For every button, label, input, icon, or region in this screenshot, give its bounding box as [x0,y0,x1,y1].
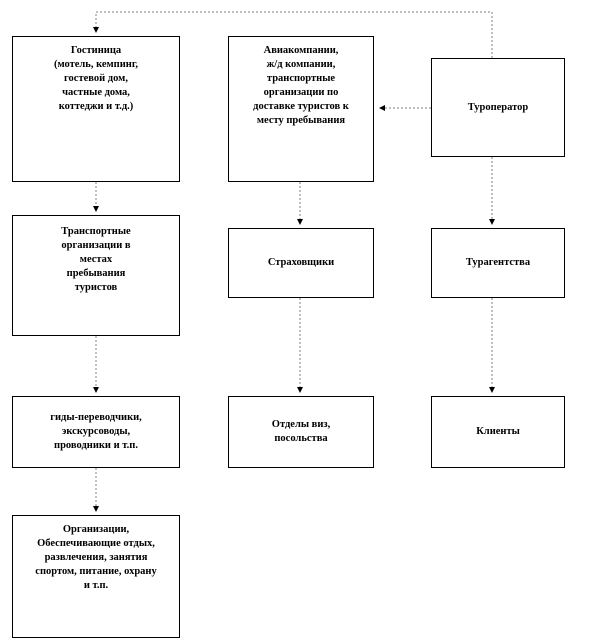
node-hotels [12,36,180,182]
node-hotels-label: Гостиница (мотель, кемпинг, гостевой дом, частные дома, коттеджи и т.д.) [53,45,139,112]
node-visa [228,396,374,468]
node-local-transport-label: Транспортные организации в местах пребывания туристов [61,226,131,293]
node-touroperator [431,58,565,157]
node-insurers-label: Страховщики [267,257,335,268]
node-clients-label: Клиенты [476,426,520,437]
node-leisure [12,515,180,638]
node-guides-label: гиды-переводчики, экскурсоводы, проводники и т.п. [50,412,142,451]
node-insurers [228,228,374,298]
node-touroperator-label: Туроператор [467,101,529,113]
node-leisure-label: Организации, Обеспечивающие отдых, развлечения, занятия спортом, питание, охрану и т.п. [35,524,157,591]
node-local-transport [12,215,180,336]
node-guides [12,396,180,468]
node-visa-label: Отделы виз, посольства [271,419,331,444]
node-carriers [228,36,374,182]
node-travel-agency-label: Турагентства [465,257,531,268]
node-carriers-label: Авиакомпании, ж/д компании, транспортные организации по доставке туристов к месту пребывания [253,45,349,126]
node-clients [431,396,565,468]
node-travel-agency [431,228,565,298]
